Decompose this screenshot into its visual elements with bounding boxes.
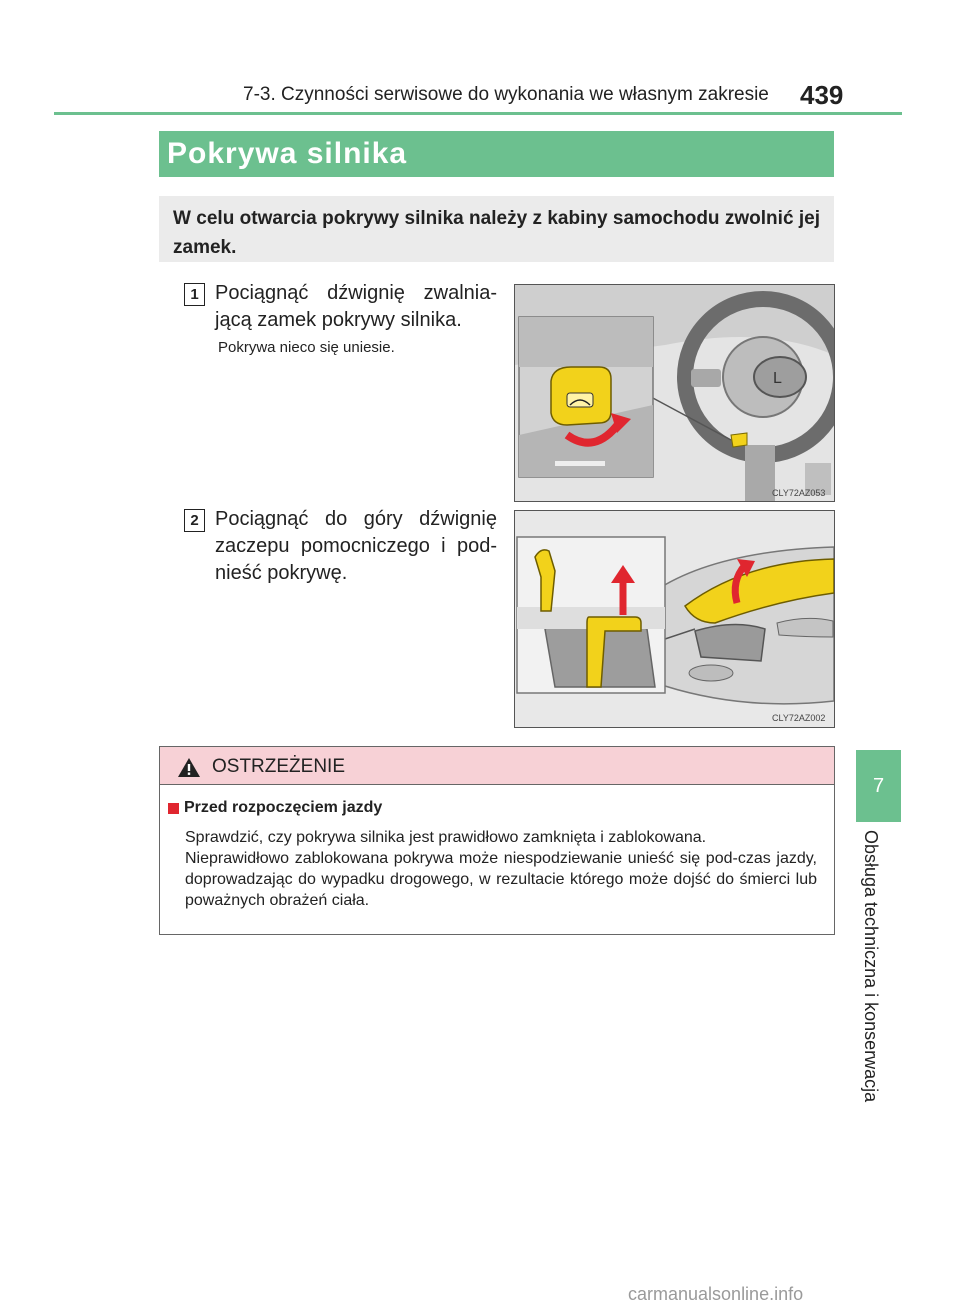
- intro-box: [159, 196, 834, 262]
- svg-text:L: L: [773, 370, 782, 387]
- section-title: 7-3. Czynności serwisowe do wykonania we własnym zakresie: [243, 84, 769, 105]
- figure-2-code: CLY72AZ002: [772, 713, 826, 723]
- watermark: carmanualsonline.info: [628, 1284, 804, 1304]
- step-2-number: 2: [184, 509, 205, 532]
- warning-header: [160, 747, 834, 785]
- step-2-text: Pociągnąć do góry dźwignię zaczepu pomocniczego i pod-nieść pokrywę.: [215, 508, 497, 584]
- warning-box: [159, 746, 835, 935]
- page-title: Pokrywa silnika: [167, 137, 408, 170]
- step-1-number: 1: [184, 283, 205, 306]
- auxiliary-catch-illustration: [515, 511, 834, 727]
- warning-body: [185, 827, 817, 911]
- page-number: 439: [800, 80, 844, 110]
- hood-release-illustration: [515, 285, 834, 501]
- warning-paragraph-2: Nieprawidłowo zablokowana pokrywa może niespodziewanie unieść się pod-czas jazdy, doprowadzając do wypadku drogowego, w rezultacie którego może dojść do śmierci lub poważnych obrażeń ciała.: [185, 850, 817, 909]
- figure-auxiliary-catch-lever: [514, 510, 835, 728]
- figure-1-code: CLY72AZ053: [772, 488, 826, 498]
- chapter-tab: 7: [856, 750, 901, 822]
- step-1-text: Pociągnąć dźwignię zwalnia-jącą zamek pokrywy silnika.: [215, 282, 497, 331]
- warning-bullet-icon: [168, 803, 179, 814]
- warning-subheading: Przed rozpoczęciem jazdy: [184, 799, 383, 816]
- figure-hood-release-lever: [514, 284, 835, 502]
- header-rule: [54, 112, 902, 115]
- chapter-title-vertical: [861, 830, 881, 1110]
- warning-paragraph-1: Sprawdzić, czy pokrywa silnika jest prawidłowo zamknięta i zablokowana.: [185, 829, 707, 846]
- step-1-note: Pokrywa nieco się uniesie.: [218, 339, 395, 356]
- warning-triangle-icon: [177, 757, 201, 778]
- warning-title: OSTRZEŻENIE: [212, 756, 346, 777]
- page-title-bar: [159, 131, 834, 177]
- chapter-title: Obsługa techniczna i konserwacja: [861, 830, 881, 1103]
- intro-text: W celu otwarcia pokrywy silnika należy z kabiny samochodu zwolnić jej zamek.: [173, 208, 820, 258]
